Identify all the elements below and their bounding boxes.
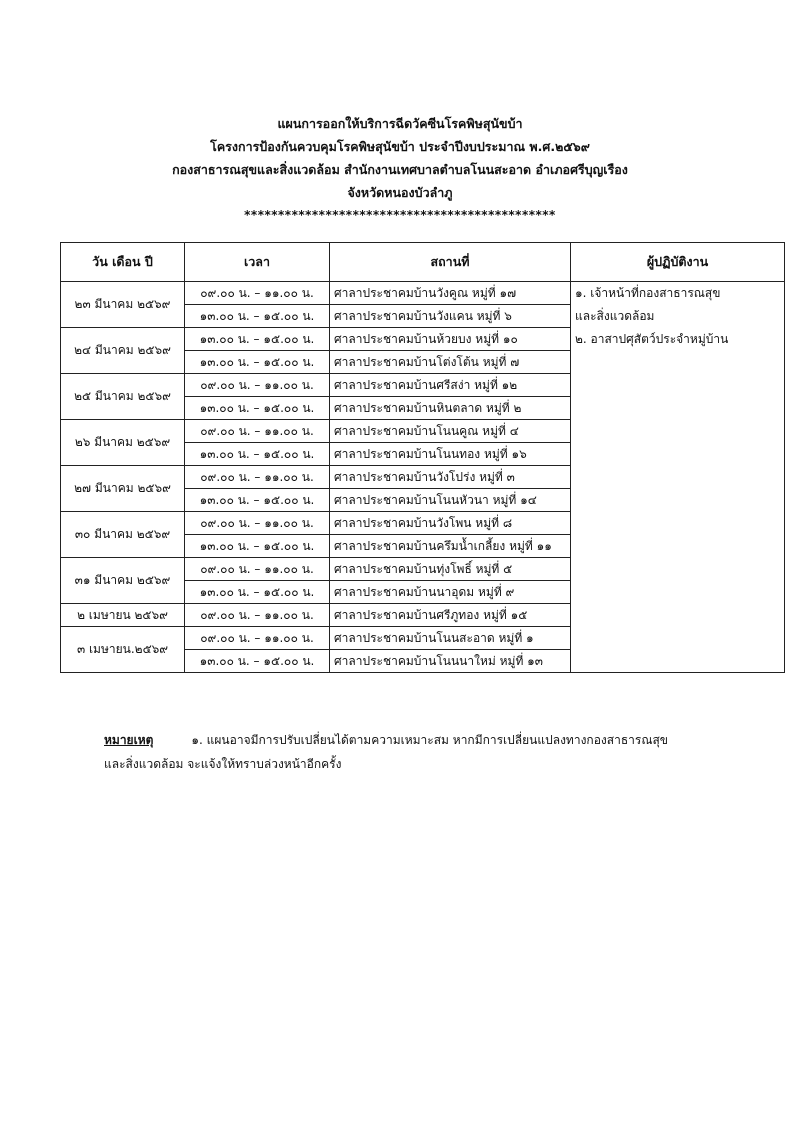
schedule-body [61,282,785,673]
staff-line3: ๒. อาสาปศุสัตว์ประจำหมู่บ้าน [575,332,729,346]
time-cell: ๑๓.๐๐ น. – ๑๕.๐๐ น. [185,489,330,512]
remark-label: หมายเหตุ [104,733,154,747]
table-row [61,282,785,305]
staff-line1: ๑. เจ้าหน้าที่กองสาธารณสุข [575,286,721,300]
remark-continuation: และสิ่งแวดล้อม จะแจ้งให้ทราบล่วงหน้าอีกครั้ง [104,757,342,771]
date-cell: ๒๕ มีนาคม ๒๕๖๙ [61,374,185,420]
date-cell: ๓๑ มีนาคม ๒๕๖๙ [61,558,185,604]
date-cell: ๒๔ มีนาคม ๒๕๖๙ [61,328,185,374]
title-line-3: กองสาธารณสุขและสิ่งแวดล้อม สำนักงานเทศบาลตำบลโนนสะอาด อำเภอศรีบุญเรือง [172,162,628,177]
date-cell: ๒๓ มีนาคม ๒๕๖๙ [61,282,185,328]
time-cell: ๑๓.๐๐ น. – ๑๕.๐๐ น. [185,535,330,558]
time-cell: ๑๓.๐๐ น. – ๑๕.๐๐ น. [185,351,330,374]
time-cell: ๐๙.๐๐ น. – ๑๑.๐๐ น. [185,374,330,397]
time-cell: ๐๙.๐๐ น. – ๑๑.๐๐ น. [185,466,330,489]
date-cell: ๒ เมษายน ๒๕๖๙ [61,604,185,627]
place-cell: ศาลาประชาคมบ้านโต่งโต้น หมู่ที่ ๗ [330,351,571,374]
place-cell: ศาลาประชาคมบ้านวังแคน หมู่ที่ ๖ [330,305,571,328]
date-cell: ๒๗ มีนาคม ๒๕๖๙ [61,466,185,512]
title-line-4: จังหวัดหนองบัวลำภู [347,185,453,200]
time-cell: ๐๙.๐๐ น. – ๑๑.๐๐ น. [185,282,330,305]
header-date: วัน เดือน ปี [61,243,185,282]
place-cell: ศาลาประชาคมบ้านหินตลาด หมู่ที่ ๒ [330,397,571,420]
place-cell: ศาลาประชาคมบ้านโนนหัวนา หมู่ที่ ๑๔ [330,489,571,512]
remark [104,728,744,752]
date-cell: ๓ เมษายน.๒๕๖๙ [61,627,185,673]
staff-line2: และสิ่งแวดล้อม [575,309,655,323]
date-cell: ๓๐ มีนาคม ๒๕๖๙ [61,512,185,558]
time-cell: ๑๓.๐๐ น. – ๑๕.๐๐ น. [185,328,330,351]
time-cell: ๑๓.๐๐ น. – ๑๕.๐๐ น. [185,581,330,604]
time-cell: ๑๓.๐๐ น. – ๑๕.๐๐ น. [185,650,330,673]
schedule-table [60,242,785,673]
date-cell: ๒๖ มีนาคม ๒๕๖๙ [61,420,185,466]
place-cell: ศาลาประชาคมบ้านโนนนาใหม่ หมู่ที่ ๑๓ [330,650,571,673]
staff-cell [571,282,785,673]
time-cell: ๐๙.๐๐ น. – ๑๑.๐๐ น. [185,512,330,535]
place-cell: ศาลาประชาคมบ้านวังคูณ หมู่ที่ ๑๗ [330,282,571,305]
place-cell: ศาลาประชาคมบ้านห้วยบง หมู่ที่ ๑๐ [330,328,571,351]
document-header [0,112,800,227]
place-cell: ศาลาประชาคมบ้านครึมน้ำเกลี้ยง หมู่ที่ ๑๑ [330,535,571,558]
time-cell: ๐๙.๐๐ น. – ๑๑.๐๐ น. [185,627,330,650]
time-cell: ๑๓.๐๐ น. – ๑๕.๐๐ น. [185,397,330,420]
header-time: เวลา [185,243,330,282]
place-cell: ศาลาประชาคมบ้านนาอุดม หมู่ที่ ๙ [330,581,571,604]
place-cell: ศาลาประชาคมบ้านทุ่งโพธิ์ หมู่ที่ ๕ [330,558,571,581]
place-cell: ศาลาประชาคมบ้านศรีสง่า หมู่ที่ ๑๒ [330,374,571,397]
place-cell: ศาลาประชาคมบ้านโนนทอง หมู่ที่ ๑๖ [330,443,571,466]
place-cell: ศาลาประชาคมบ้านวังโพน หมู่ที่ ๘ [330,512,571,535]
header-staff: ผู้ปฏิบัติงาน [571,243,785,282]
place-cell: ศาลาประชาคมบ้านศรีภูทอง หมู่ที่ ๑๕ [330,604,571,627]
time-cell: ๑๓.๐๐ น. – ๑๕.๐๐ น. [185,443,330,466]
table-header-row [61,243,785,282]
time-cell: ๐๙.๐๐ น. – ๑๑.๐๐ น. [185,604,330,627]
title-line-1: แผนการออกให้บริการฉีดวัคซีนโรคพิษสุนัขบ้า [277,116,523,131]
star-divider: ********************************************** [244,208,556,222]
header-place: สถานที่ [330,243,571,282]
time-cell: ๐๙.๐๐ น. – ๑๑.๐๐ น. [185,420,330,443]
title-line-2: โครงการป้องกันควบคุมโรคพิษสุนัขบ้า ประจำปีงบประมาณ พ.ศ.๒๕๖๙ [210,139,590,154]
time-cell: ๑๓.๐๐ น. – ๑๕.๐๐ น. [185,305,330,328]
place-cell: ศาลาประชาคมบ้านวังโปร่ง หมู่ที่ ๓ [330,466,571,489]
place-cell: ศาลาประชาคมบ้านโนนคูณ หมู่ที่ ๔ [330,420,571,443]
remark-text: ๑. แผนอาจมีการปรับเปลี่ยนได้ตามความเหมาะสม หากมีการเปลี่ยนแปลงทางกองสาธารณสุข [191,733,668,747]
place-cell: ศาลาประชาคมบ้านโนนสะอาด หมู่ที่ ๑ [330,627,571,650]
time-cell: ๐๙.๐๐ น. – ๑๑.๐๐ น. [185,558,330,581]
